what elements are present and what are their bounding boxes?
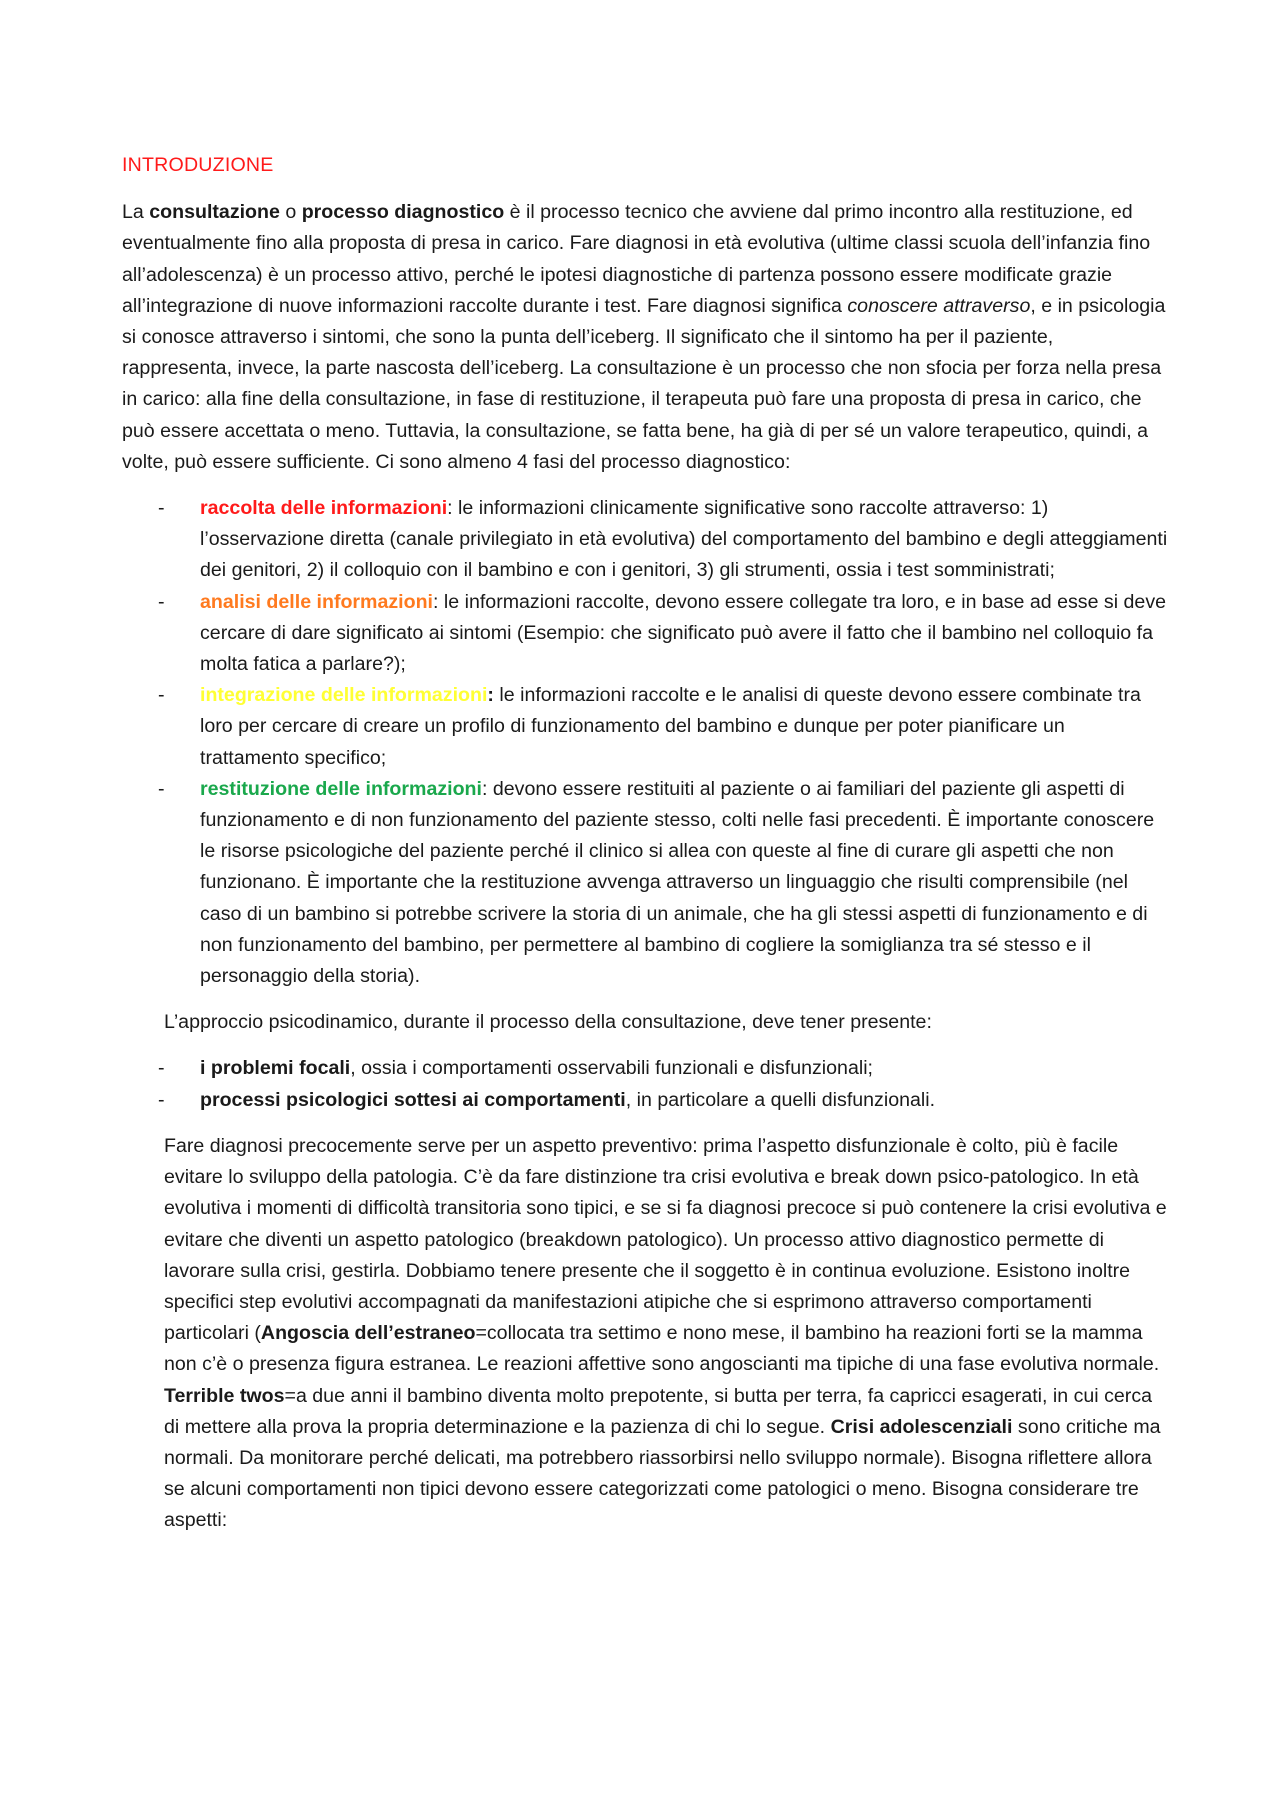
phase-item-restituzione: - restituzione delle informazioni: devono essere restituiti al paziente o ai familiari del paziente gli aspetti di funzionamento e di non funzionamento del paziente stesso, colti nelle fasi precedenti. È importante conoscere le risorse psicologiche del paziente perché il clinico si allea con queste al fine di curare gli aspetti che non funzionano. È importante che la restituzione avvenga attraverso un linguaggio che risulti comprensibile (nel caso di un bambino si potrebbe scrivere la storia di un animale, che ha gli stessi aspetti di funzionamento e di non funzionamento del bambino, per permettere al bambino di cogliere la somiglianza tra sé stesso e il personaggio della storia). (200, 774, 1168, 992)
phase-label-restituzione: restituzione delle informazioni (200, 777, 482, 800)
focus-item-problemi: - i problemi focali, ossia i comportamenti osservabili funzionali e disfunzionali; (200, 1053, 1168, 1084)
term-terrible-twos: Terrible twos (164, 1384, 285, 1407)
closing-paragraph: Fare diagnosi precocemente serve per un aspetto preventivo: prima l’aspetto disfunzionale è colto, più è facile evitare lo sviluppo della patologia. C’è da fare distinzione tra crisi evolutiva e break down psico-patologico. In età evolutiva i momenti di difficoltà transitoria sono tipici, e se si fa diagnosi precoce si può contenere la crisi evolutiva e evitare che diventi un aspetto patologico (breakdown patologico). Un processo attivo diagnostico permette di lavorare sulla crisi, gestirla. Dobbiamo tenere presente che il soggetto è in continua evoluzione. Esistono inoltre specifici step evolutivi accompagnati da manifestazioni atipiche che si esprimono attraverso comportamenti particolari (Angoscia dell’estraneo=collocata tra settimo e nono mese, il bambino ha reazioni forti se la mamma non c’è o presenza figura estranea. Le reazioni affettive sono angoscianti ma tipiche di una fase evolutiva normale. Terrible twos=a due anni il bambino diventa molto prepotente, si butta per terra, fa capricci esagerati, in cui cerca di mettere alla prova la propria determinazione e la pazienza di chi lo segue. Crisi adolescenziali sono critiche ma normali. Da monitorare perché delicati, ma potrebbero riassorbirsi nello sviluppo normale). Bisogna riflettere allora se alcuni comportamenti non tipici devono essere categorizzati come patologici o meno. Bisogna considerare tre aspetti: (164, 1134, 1167, 1532)
intro-paragraph: La consultazione o processo diagnostico è il processo tecnico che avviene dal primo incontro alla restituzione, ed eventualmente fino alla proposta di presa in carico. Fare diagnosi in età evolutiva (ultime classi scuola dell’infanzia fino all’adolescenza) è un processo attivo, perché le ipotesi diagnostiche di partenza possono essere modificate grazie all’integrazione di nuove informazioni raccolte durante i test. Fare diagnosi significa conoscere attraverso, e in psicologia si conosce attraverso i sintomi, che sono la punta dell’iceberg. Il significato che il sintomo ha per il paziente, rappresenta, invece, la parte nascosta dell’iceberg. La consultazione è un processo che non sfocia per forza nella presa in carico: alla fine della consultazione, in fase di restituzione, il terapeuta può fare una proposta di presa in carico, che può essere accettata o meno. Tuttavia, la consultazione, se fatta bene, ha già di per sé un valore terapeutico, quindi, a volte, può essere sufficiente. Ci sono almeno 4 fasi del processo diagnostico: (122, 201, 1166, 473)
phase-item-analisi: - analisi delle informazioni: le informazioni raccolte, devono essere collegate tra loro, e in base ad esse si deve cercare di dare significato ai sintomi (Esempio: che significato può avere il fatto che il bambino nel colloquio fa molta fatica a parlare?); (200, 587, 1168, 681)
term-angoscia-estraneo: Angoscia dell’estraneo (260, 1322, 476, 1345)
term-conoscere-attraverso: conoscere attraverso (847, 294, 1031, 317)
term-crisi-adolescenziali: Crisi adolescenziali (830, 1415, 1013, 1438)
phases-list (122, 493, 1168, 992)
phase-label-integrazione: integrazione delle informazioni (200, 684, 488, 707)
phase-label-analisi: analisi delle informazioni (200, 590, 434, 613)
focus-list (122, 1053, 1168, 1115)
phase-item-integrazione: - integrazione delle informazioni: le informazioni raccolte e le analisi di queste devono essere combinate tra loro per cercare di creare un profilo di funzionamento del bambino e dunque per poter pianificare un trattamento specifico; (200, 680, 1168, 774)
term-consultazione: consultazione (149, 201, 280, 224)
approach-paragraph: L’approccio psicodinamico, durante il processo della consultazione, deve tener presente: (164, 1011, 932, 1034)
term-processo-diagnostico: processo diagnostico (301, 201, 505, 224)
document-body (122, 150, 1168, 1537)
section-heading: INTRODUZIONE (122, 154, 274, 176)
phase-label-raccolta: raccolta delle informazioni (200, 497, 448, 520)
focus-item-processi: - processi psicologici sottesi ai comportamenti, in particolare a quelli disfunzionali. (200, 1085, 1168, 1116)
phase-item-raccolta: - raccolta delle informazioni: le informazioni clinicamente significative sono raccolte attraverso: 1) l’osservazione diretta (canale privilegiato in età evolutiva) del comportamento del bambino e degli atteggiamenti dei genitori, 2) il colloquio con il bambino e con i genitori, 3) gli strumenti, ossia i test somministrati; (200, 493, 1168, 587)
